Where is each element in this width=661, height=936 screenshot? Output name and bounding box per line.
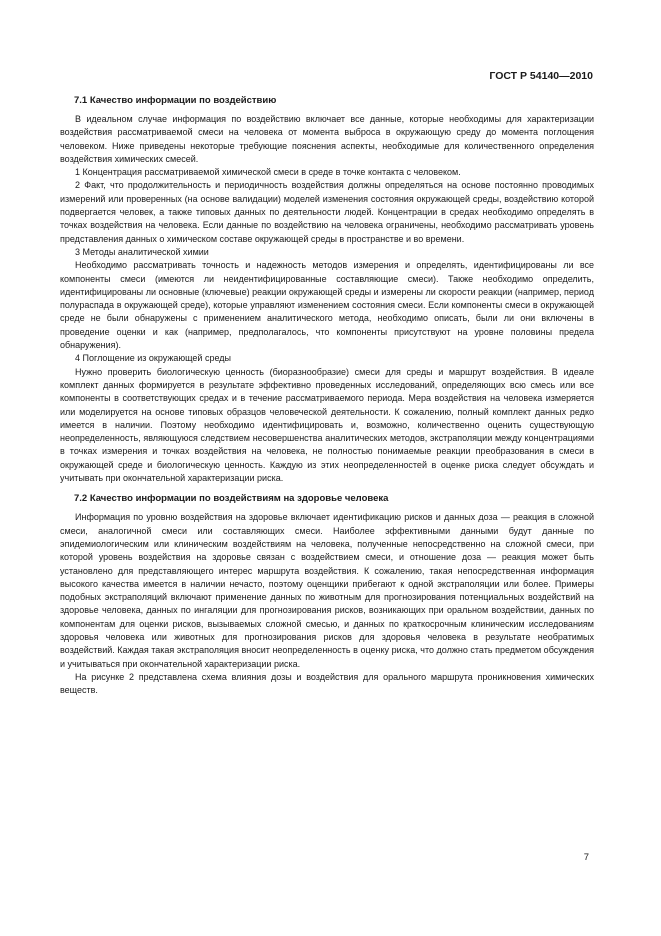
paragraph: Информация по уровню воздействия на здоровье включает идентификацию рисков и данных доза — реакция в сложной смеси, аналогичной смеси или составляющих смеси. Наиболее эффективными данными будут данные по эпидемиологическим или клиническим воздействиям на человека, полученные непосредственно на сложной смеси, при которой уровень воздействия на здоровье связан с воздействием смеси, и отношение доза — реакция может быть установлено для представляющего интерес маршрута воздействия. К сожалению, такая непосредственная информация высокого качества имеется в наличии нечасто, поэтому оценщики прибегают к одной экстраполяции или более. Примеры подобных экстраполяций включают применение данных по животным для прогнозирования потенциальных воздействий на здоровье человека, данных по ингаляции для прогнозирования рисков, возникающих при оральном воздействии, данных по компонентам для оценки рисков, вызываемых сложной смесью, и данных по краткосрочным клиническим исследованиям здоровья человека или животных для прогнозирования рисков для здоровья человека в результате необратимых воздействий. Каждая такая экстраполяция вносит неопределенность в оценку риска, что должно стать предметом обсуждения и учитываться при окончательной характеризации риска. [60, 512, 594, 669]
document-id: ГОСТ Р 54140—2010 [489, 70, 593, 82]
section-gap [60, 485, 594, 492]
paragraph: На рисунке 2 представлена схема влияния дозы и воздействия для орального маршрута проникновения химических веществ. [60, 671, 594, 696]
list-item: 3 Методы аналитической химии [75, 246, 209, 257]
section-heading-7-2: 7.2 Качество информации по воздействиям на здоровье человека [74, 493, 389, 505]
section-heading-7-1: 7.1 Качество информации по воздействию [74, 95, 277, 106]
list-item: 4 Поглощение из окружающей среды [75, 353, 231, 364]
list-item: 2 Факт, что продолжительность и периодичность воздействия должны определяться на основе постоянно проводимых измерений или проверенных (на основе валидации) моделей изменения состояния окружающей среды, воздействию которой подвергается человек, а также типовых данных по деятельности людей. Концентрации в средах необходимо определять в точках воздействия на человека. Если данные по воздействию на человека ограничены, необходимо рассматривать уровень представления данных о химическом составе окружающей среды в пространстве и во времени. [60, 180, 594, 244]
list-item: 1 Концентрация рассматриваемой химической смеси в среде в точке контакта с человеком. [75, 167, 461, 178]
paragraph: В идеальном случае информация по воздействию включает все данные, которые необходимы для характеризации воздействия рассматриваемой смеси на человека от момента выброса в окружающую среду до момента поглощения человеком. Ниже приведены некоторые требующие пояснения аспекты, необходимые для количественного определения воздействия химических смесей. [60, 114, 594, 164]
paragraph: Нужно проверить биологическую ценность (биоразнообразие) смеси для среды и маршрут воздействия. В идеале комплект данных формируется в результате эффективно проведенных исследований, определяющих всю смесь или все компоненты в соответствующих средах и в течение рассматриваемого периода. Мера воздействия на человека измеряется или моделируется на основе типовых образцов человеческой деятельности. К сожалению, полный комплект данных редко имеется в наличии. Поэтому необходимо идентифицировать и, возможно, количественно оценить существующую неопределенность, являющуюся следствием несовершенства аналитических методов, экстраполяции между концентрациями в точках измерения и точках воздействия на человека, не полностью понимаемые реакции преобразования в смеси в окружающей среде и биологическую ценность. Каждую из этих неопределенностей в оценке риска следует обсуждать и учитывать при окончательной характеризации риска. [60, 366, 594, 484]
page-number: 7 [583, 852, 589, 863]
document-body [60, 94, 594, 697]
paragraph: Необходимо рассматривать точность и надежность методов измерения и определять, идентифицированы ли все компоненты смеси (имеются ли неидентифицированные составляющие смеси). Также необходимо определить, идентифицированы ли основные (ключевые) реакции окружающей среды и измерены ли скорости реакции (например, период полураспада в окружающей среде), которые управляют изменением состояния смеси. Если компоненты смеси в окружающей среде не были обнаружены с применением аналитического метода, необходимо описать, были ли они включены в проведение оценки и как (например, предполагалось, что компоненты присутствуют на уровне половины предела обнаружения). [60, 260, 594, 351]
